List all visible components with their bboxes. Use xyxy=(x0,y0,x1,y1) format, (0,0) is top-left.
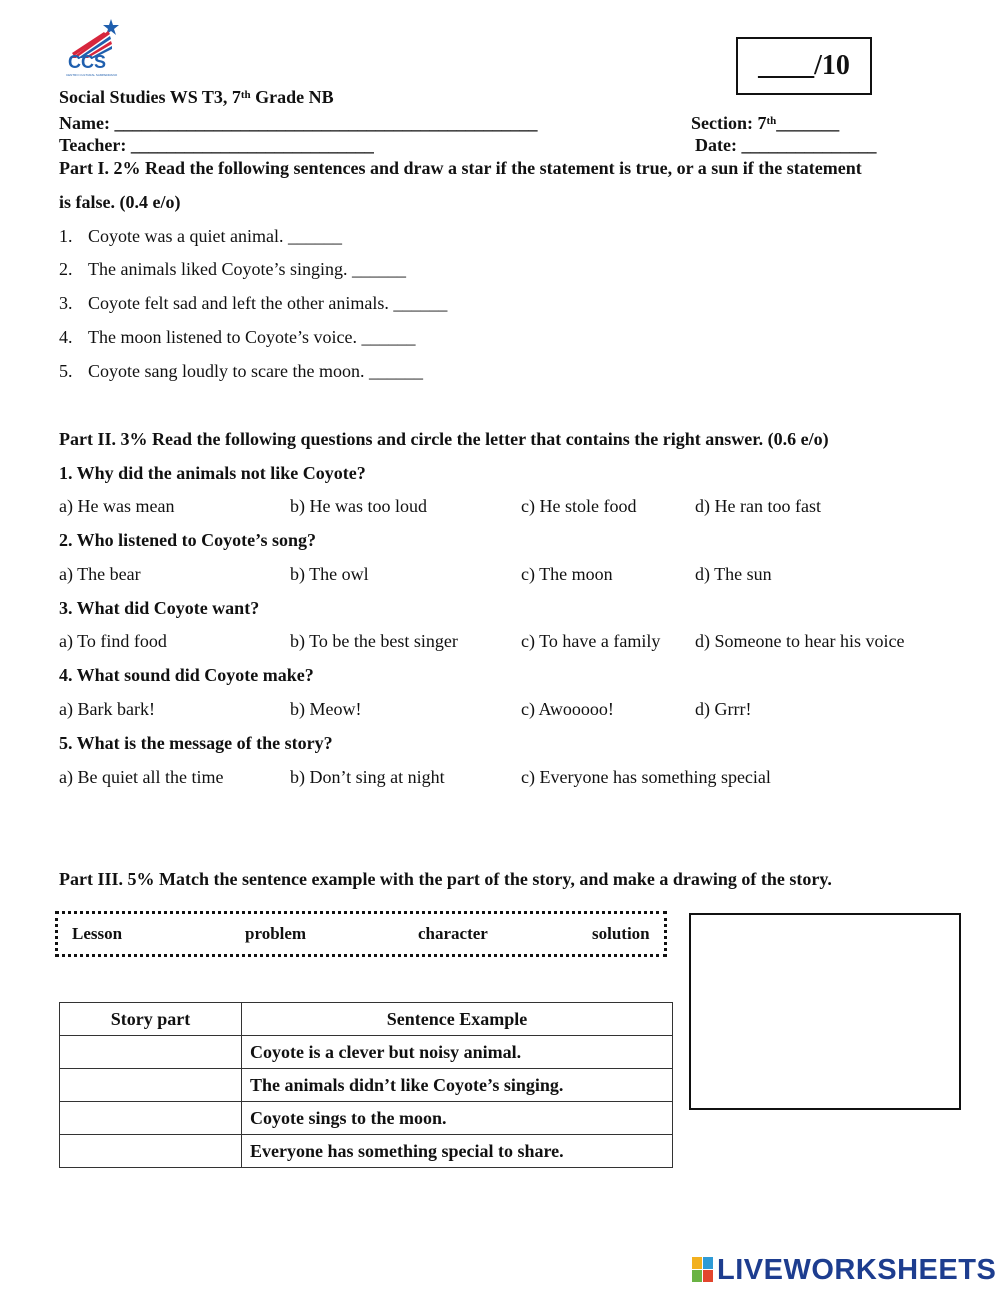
part1-instruction-line1: Part I. 2% Read the following sentences and draw a star if the statement is true, or a sun if the statement xyxy=(59,158,862,178)
option-4b[interactable]: b) Meow! xyxy=(290,699,362,719)
option-2b[interactable]: b) The owl xyxy=(290,564,369,584)
name-field[interactable]: Name: _______________________________________________ xyxy=(59,113,538,133)
item-number: 1. xyxy=(59,226,73,246)
section-field[interactable] xyxy=(691,112,839,134)
section-blank: _______ xyxy=(776,113,840,133)
story-part-cell[interactable] xyxy=(60,1135,242,1168)
option-2c[interactable]: c) The moon xyxy=(521,564,613,584)
story-part-cell[interactable] xyxy=(60,1069,242,1102)
word-bank xyxy=(55,911,667,957)
part1-item[interactable] xyxy=(59,225,342,247)
part1-item[interactable] xyxy=(59,292,447,314)
part1-item[interactable] xyxy=(59,258,406,280)
story-table xyxy=(59,1002,673,1168)
score-text: ____/10 xyxy=(758,50,850,81)
item-text: Coyote was a quiet animal. ______ xyxy=(88,226,342,246)
worksheet-title xyxy=(59,86,334,108)
liveworksheets-text: LIVEWORKSHEETS xyxy=(717,1253,997,1286)
section-text-a: Section: 7 xyxy=(691,113,767,133)
question-1: 1. Why did the animals not like Coyote? xyxy=(59,463,366,483)
question-2: 2. Who listened to Coyote’s song? xyxy=(59,530,317,550)
item-text: The animals liked Coyote’s singing. ______ xyxy=(88,259,406,279)
option-4a[interactable]: a) Bark bark! xyxy=(59,699,155,719)
liveworksheets-logo-icon xyxy=(692,1257,714,1283)
logo-text: CCS xyxy=(68,52,107,72)
option-3d[interactable]: d) Someone to hear his voice xyxy=(695,631,905,651)
sentence-example-cell: Everyone has something special to share. xyxy=(242,1135,673,1168)
option-2a[interactable]: a) The bear xyxy=(59,564,141,584)
option-5c[interactable]: c) Everyone has something special xyxy=(521,767,771,787)
header-sentence-example: Sentence Example xyxy=(242,1003,673,1036)
sentence-example-cell: The animals didn’t like Coyote’s singing. xyxy=(242,1069,673,1102)
question-3: 3. What did Coyote want? xyxy=(59,598,260,618)
section-superscript: th xyxy=(766,115,777,127)
table-row xyxy=(60,1036,673,1069)
option-4d[interactable]: d) Grrr! xyxy=(695,699,752,719)
header-story-part: Story part xyxy=(60,1003,242,1036)
option-1a[interactable]: a) He was mean xyxy=(59,496,175,516)
drawing-box[interactable] xyxy=(689,913,961,1110)
word-bank-item-problem[interactable]: problem xyxy=(245,924,307,943)
option-3b[interactable]: b) To be the best singer xyxy=(290,631,458,651)
word-bank-item-character[interactable]: character xyxy=(418,924,488,943)
word-bank-item-solution[interactable]: solution xyxy=(592,924,650,943)
table-header-row xyxy=(60,1003,673,1036)
option-5b[interactable]: b) Don’t sing at night xyxy=(290,767,445,787)
option-3a[interactable]: a) To find food xyxy=(59,631,167,651)
question-5: 5. What is the message of the story? xyxy=(59,733,333,753)
option-1b[interactable]: b) He was too loud xyxy=(290,496,427,516)
school-logo xyxy=(66,18,122,82)
table-row xyxy=(60,1102,673,1135)
table-row xyxy=(60,1135,673,1168)
title-text-a: Social Studies WS T3, 7 xyxy=(59,87,241,107)
part3-instruction: Part III. 5% Match the sentence example with the part of the story, and make a drawing of the story. xyxy=(59,869,832,889)
item-number: 2. xyxy=(59,259,73,279)
part1-item[interactable] xyxy=(59,326,415,348)
sentence-example-cell: Coyote is a clever but noisy animal. xyxy=(242,1036,673,1069)
option-2d[interactable]: d) The sun xyxy=(695,564,772,584)
item-text: Coyote sang loudly to scare the moon. ______ xyxy=(88,361,423,381)
question-4: 4. What sound did Coyote make? xyxy=(59,665,314,685)
story-part-cell[interactable] xyxy=(60,1102,242,1135)
item-number: 3. xyxy=(59,293,73,313)
option-1d[interactable]: d) He ran too fast xyxy=(695,496,821,516)
item-number: 5. xyxy=(59,361,73,381)
word-bank-item-lesson[interactable]: Lesson xyxy=(72,924,123,943)
teacher-field[interactable]: Teacher: ___________________________ xyxy=(59,135,374,155)
title-text-b: Grade NB xyxy=(250,87,334,107)
option-4c[interactable]: c) Awooooo! xyxy=(521,699,614,719)
item-text: The moon listened to Coyote’s voice. ______ xyxy=(88,327,416,347)
part2-instruction: Part II. 3% Read the following questions and circle the letter that contains the right answer. (0.6 e/o) xyxy=(59,429,829,449)
item-text: Coyote felt sad and left the other animals. ______ xyxy=(88,293,448,313)
liveworksheets-brand[interactable] xyxy=(692,1254,996,1286)
part1-item[interactable] xyxy=(59,360,423,382)
date-field[interactable]: Date: _______________ xyxy=(695,135,877,155)
sentence-example-cell: Coyote sings to the moon. xyxy=(242,1102,673,1135)
score-box xyxy=(736,37,872,95)
option-1c[interactable]: c) He stole food xyxy=(521,496,637,516)
option-5a[interactable]: a) Be quiet all the time xyxy=(59,767,224,787)
table-row xyxy=(60,1069,673,1102)
option-3c[interactable]: c) To have a family xyxy=(521,631,661,651)
story-part-cell[interactable] xyxy=(60,1036,242,1069)
part1-instruction-line2: is false. (0.4 e/o) xyxy=(59,192,181,212)
item-number: 4. xyxy=(59,327,73,347)
logo-subtext: CENTRO CULTURAL SAMPEDRANO xyxy=(66,73,118,77)
title-superscript: th xyxy=(240,89,251,101)
